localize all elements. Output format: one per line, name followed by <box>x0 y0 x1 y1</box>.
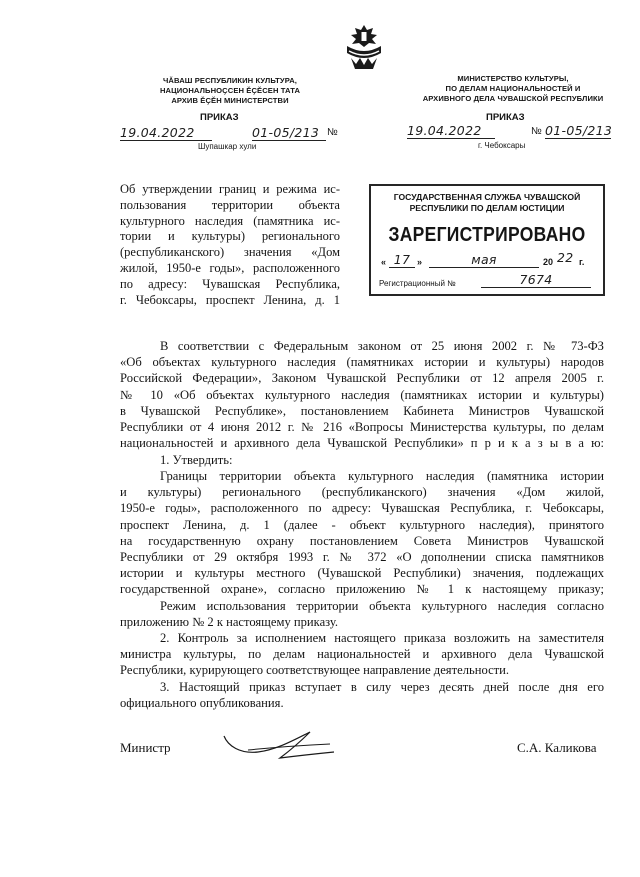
subject-line: Об утверждении границ и режима ис- <box>120 182 340 196</box>
body-line: 1. Утвердить: <box>160 453 233 467</box>
body-line: Республики от 4 июня 2012 г. № 216 «Вопросы Министерства культуры, по делам <box>120 420 604 435</box>
handwritten-signature <box>218 722 338 766</box>
body-line: приложению № 2 к настоящему приказу. <box>120 615 339 630</box>
body-line: 2. Контроль за исполнением настоящего приказа возложить на заместителя <box>160 631 604 645</box>
header-right-line: АРХИВНОГО ДЕЛА ЧУВАШСКОЙ РЕСПУБЛИКИ <box>422 94 604 103</box>
body-line: национальностей и архивного дела Чувашской Республики» п р и к а з ы в а ю: <box>120 436 604 451</box>
preamble-paragraph <box>120 338 604 451</box>
body-line: в Чувашской Республике», постановлением Кабинета Министров Чувашской <box>120 403 604 418</box>
header-left-line: НАЦИОНАЛЬНОҪСЕН ӖҪӖСЕН ТАТА <box>159 86 301 95</box>
stamp-year: 22 <box>557 250 574 265</box>
body-line: Режим использования территории объекта культурного наследия согласно <box>160 599 604 613</box>
subject-line: по адресу: Чувашская Республика, <box>120 276 340 291</box>
subject-line: жилой, 1950-е годы», расположенного <box>120 260 340 275</box>
body-line: и культуры) регионального (республиканского) значения «Дом жилой, <box>120 485 604 500</box>
item-2-paragraph <box>120 630 604 679</box>
stamp-quote-close: » <box>417 257 423 267</box>
item-1-heading <box>120 452 604 468</box>
registration-stamp <box>369 184 605 296</box>
body-line: «Об объектах культурного наследия (памятниках истории и культуры) народов <box>120 355 604 370</box>
boundaries-paragraph <box>120 468 604 598</box>
signatory-title: Министр <box>120 740 171 755</box>
header-left-line: ЧӐВАШ РЕСПУБЛИКИН КУЛЬТУРА, <box>162 76 298 85</box>
body-line: 1950-е годы», расположенного по адресу: Чувашская Республика, г. Чебоксары, <box>120 501 604 516</box>
body-line: государственной охране», согласно приложению № 1 к настоящему приказу; <box>120 582 604 597</box>
stamp-year-prefix: 20 <box>543 257 554 267</box>
stamp-registered: ЗАРЕГИСТРИРОВАНО <box>388 222 586 246</box>
stamp-year-suffix: г. <box>579 257 585 267</box>
stamp-header <box>371 192 603 214</box>
body-line: В соответствии с Федеральным законом от 25 июня 2002 г. № 73-ФЗ <box>160 339 604 353</box>
body-line: проспект Ленина, д. 1 (далее - объект культурного наследия), принятого <box>120 517 604 532</box>
order-number-left: 01-05/213 <box>252 125 326 141</box>
body-line: официального опубликования. <box>120 696 284 711</box>
header-right-line: ПО ДЕЛАМ НАЦИОНАЛЬНОСТЕЙ И <box>445 84 581 93</box>
subject-line: тории и культуры) регионального <box>120 229 340 244</box>
order-subject <box>120 182 340 308</box>
body-line: Республики, курирующего соответствующее направление деятельности. <box>120 663 510 678</box>
order-date-left: 19.04.2022 <box>120 125 212 141</box>
place-right: г. Чебоксары <box>478 141 526 150</box>
subject-line: культурного наследия (памятника ис- <box>120 213 340 228</box>
subject-line: г. Чебоксары, проспект Ленина, д. 1 <box>120 292 340 307</box>
chuvash-emblem-icon <box>340 22 388 72</box>
body-line: на государственную охрану постановлением Совета Министров Чувашской <box>120 533 604 548</box>
stamp-reg-label: Регистрационный № <box>379 279 456 288</box>
body-line: истории и культуры местного (Чувашской Республики) значения, подлежащих <box>120 566 604 581</box>
header-right-line: МИНИСТЕРСТВО КУЛЬТУРЫ, <box>457 74 569 83</box>
signatory-name: С.А. Каликова <box>517 740 597 755</box>
body-line: Границы территории объекта культурного наследия (памятника истории <box>160 469 604 483</box>
order-date-right: 19.04.2022 <box>407 123 495 139</box>
header-left-line: АРХИВ ӖҪӖН МИНИСТЕРСТВИ <box>171 96 289 105</box>
regime-paragraph <box>120 598 604 630</box>
body-line: министра культуры, по делам национальностей и архивного дела Чувашской <box>120 647 604 662</box>
stamp-header-line: ГОСУДАРСТВЕННАЯ СЛУЖБА ЧУВАШСКОЙ <box>393 192 581 202</box>
order-label-right: ПРИКАЗ <box>486 112 525 123</box>
order-number-right: 01-05/213 <box>545 123 613 138</box>
place-left: Шупашкар хули <box>198 142 257 151</box>
body-line: Республики от 29 октября 1993 г. № 372 «О дополнении списка памятников <box>120 550 604 565</box>
ministry-name-russian <box>398 74 628 104</box>
number-sign-right: № <box>531 126 542 137</box>
body-line: Российской Федерации», Законом Чувашской Республики от 12 апреля 2005 г. <box>120 371 604 386</box>
body-line: 3. Настоящий приказ вступает в силу через десять дней после дня его <box>160 680 604 694</box>
item-3-paragraph <box>120 679 604 711</box>
stamp-reg-number: 7674 <box>481 272 591 288</box>
body-line: № 10 «Об объектах культурного наследия (памятниках истории и культуры) <box>120 387 604 402</box>
order-label-left: ПРИКАЗ <box>200 112 239 123</box>
subject-line: пользования территории объекта <box>120 197 340 212</box>
stamp-header-line: РЕСПУБЛИКИ ПО ДЕЛАМ ЮСТИЦИИ <box>409 203 565 213</box>
ministry-name-chuvash <box>125 76 335 106</box>
number-sign-left: № <box>327 127 338 138</box>
subject-line: (республиканского) значения «Дом <box>120 245 340 260</box>
stamp-day: 17 <box>389 252 415 268</box>
stamp-quote-open: « <box>381 257 387 267</box>
stamp-month: мая <box>429 252 539 268</box>
